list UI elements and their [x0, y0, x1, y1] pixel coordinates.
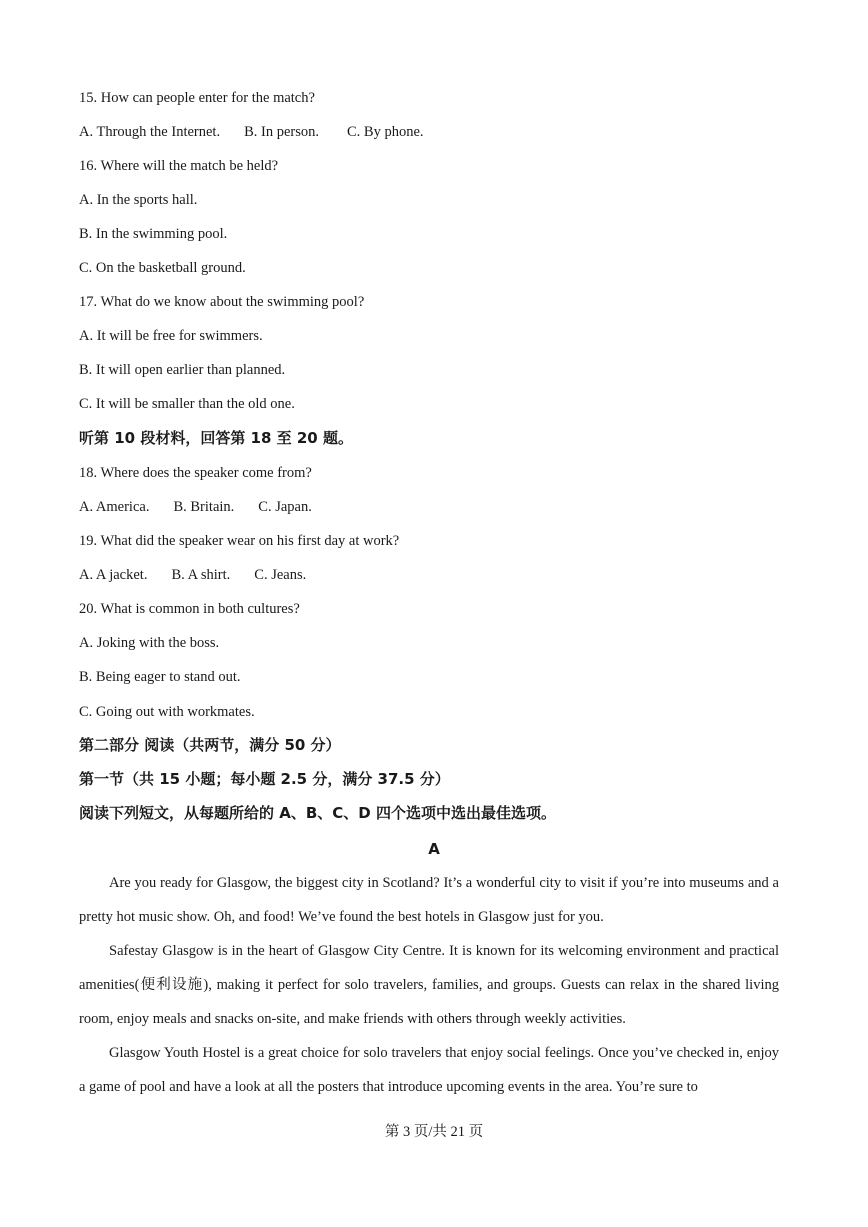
question-19: 19. What did the speaker wear on his first day at work? — [79, 533, 400, 549]
option-b: B. A shirt. — [171, 567, 231, 583]
question-18-options — [79, 498, 312, 516]
option-b: B. In the swimming pool. — [79, 226, 228, 242]
option-a: A. In the sports hall. — [79, 192, 198, 208]
paragraph: Safestay Glasgow is in the heart of Glasgow City Centre. It is known for its welcoming environment and practical amenities(便利设施), making it perfect for solo travelers, families, and groups. Guests can relax in the shared living room, enjoy meals and snacks on-site, and make friends with others through weekly activities. — [79, 943, 779, 1027]
option-c: C. On the basketball ground. — [79, 260, 246, 276]
option-a: A. America. — [79, 499, 150, 515]
option-b: B. It will open earlier than planned. — [79, 362, 286, 378]
question-16: 16. Where will the match be held? — [79, 158, 279, 174]
option-c: C. It will be smaller than the old one. — [79, 396, 295, 412]
paragraph: Glasgow Youth Hostel is a great choice for solo travelers that enjoy social feelings. Once you’ve checked in, enjoy a game of pool and have a look at all the posters that introduce upcoming events in the area. You’re sure to — [79, 1045, 779, 1095]
option-a: A. A jacket. — [79, 567, 148, 583]
option-b: B. Being eager to stand out. — [79, 669, 241, 685]
section-heading: 听第 10 段材料，回答第 18 至 20 题。 — [79, 429, 353, 447]
question-20: 20. What is common in both cultures? — [79, 601, 300, 617]
part-heading: 第二部分 阅读（共两节，满分 50 分） — [79, 736, 341, 754]
option-b: B. In person. — [244, 124, 319, 140]
option-a: A. It will be free for swimmers. — [79, 328, 263, 344]
option-c: C. Jeans. — [254, 567, 307, 583]
question-17: 17. What do we know about the swimming pool? — [79, 294, 365, 310]
option-a: A. Through the Internet. — [79, 124, 221, 140]
passage-label: A — [428, 840, 440, 858]
question-18: 18. Where does the speaker come from? — [79, 465, 312, 481]
option-c: C. By phone. — [347, 124, 424, 140]
question-15-options — [79, 123, 424, 141]
paragraph: Are you ready for Glasgow, the biggest city in Scotland? It’s a wonderful city to visit if you’re into museums and a pretty hot music show. Oh, and food! We’ve found the best hotels in Glasgow just for you. — [79, 875, 779, 925]
section-heading: 第一节（共 15 小题；每小题 2.5 分，满分 37.5 分） — [79, 770, 450, 788]
question-19-options — [79, 566, 306, 584]
option-c: C. Going out with workmates. — [79, 704, 255, 720]
page-number: 第 3 页/共 21 页 — [384, 1124, 484, 1140]
option-b: B. Britain. — [173, 499, 235, 515]
option-c: C. Japan. — [258, 499, 312, 515]
option-a: A. Joking with the boss. — [79, 635, 220, 651]
question-15: 15. How can people enter for the match? — [79, 90, 315, 106]
instruction: 阅读下列短文，从每题所给的 A、B、C、D 四个选项中选出最佳选项。 — [79, 804, 556, 822]
